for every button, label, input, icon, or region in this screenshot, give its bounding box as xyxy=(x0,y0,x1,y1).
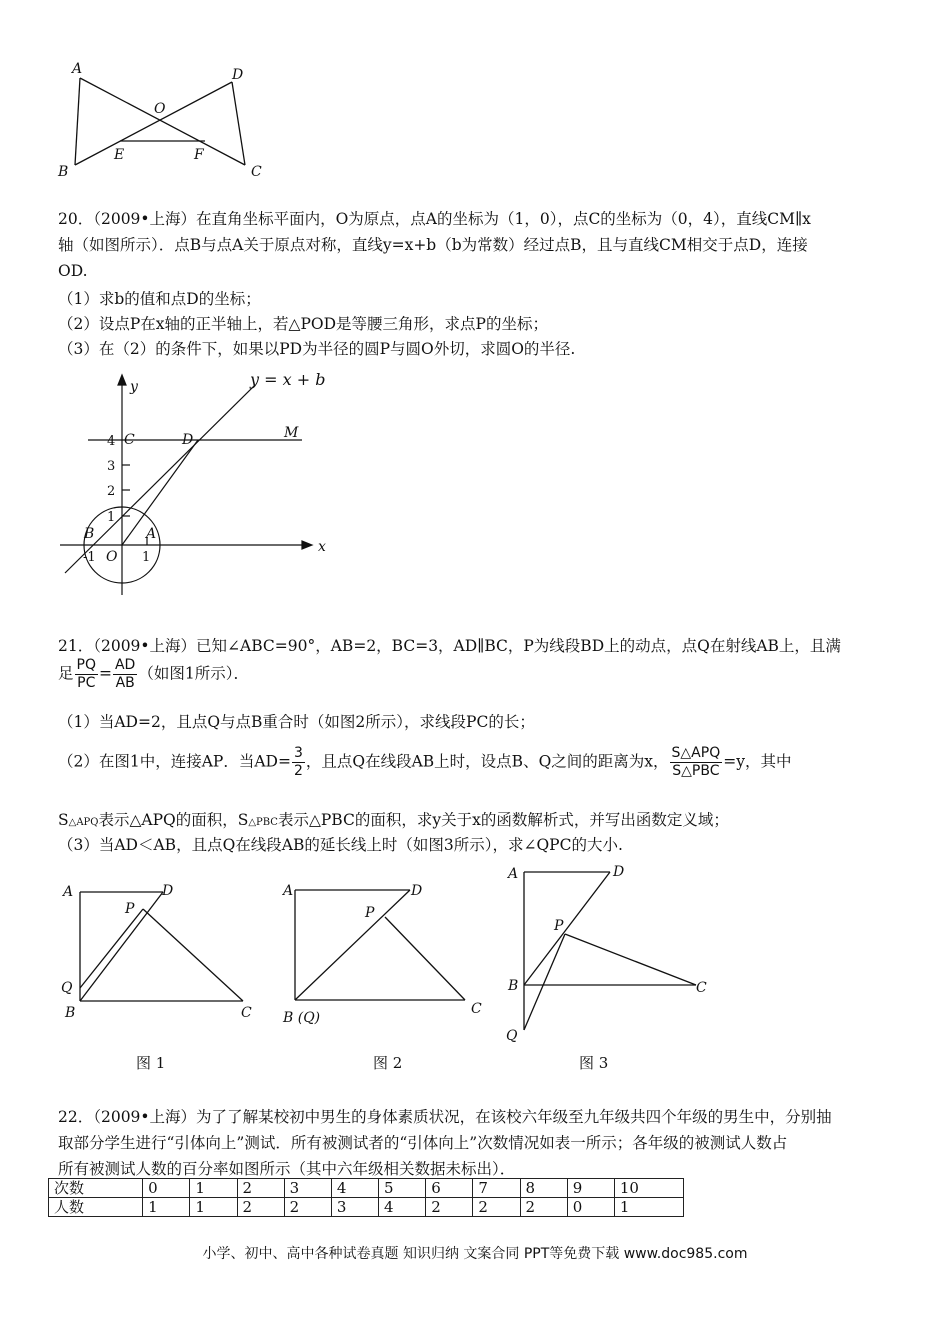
table-cell: 0 xyxy=(143,1179,190,1198)
pullup-table xyxy=(48,1178,684,1217)
caption-figure-1: 图 1 xyxy=(136,1054,166,1072)
q21-sub2-b: ，且点Q在线段AB上时，设点B、Q之间的距离为x， xyxy=(305,752,669,771)
label-Q: Q xyxy=(506,1028,518,1044)
figure-bowtie xyxy=(50,55,280,185)
label-A: A xyxy=(508,866,519,882)
table-cell: 1 xyxy=(190,1198,237,1217)
tick-y-4: 4 xyxy=(107,434,116,449)
q21-sub2-a: （2）在图1中，连接AP．当AD= xyxy=(58,752,291,771)
label-O: O xyxy=(106,549,118,565)
x-axis-label: x xyxy=(318,539,326,555)
frac3-den: 2 xyxy=(293,763,303,779)
table-cell: 1 xyxy=(143,1198,190,1217)
label-A: A xyxy=(72,61,83,77)
equation-label: y = x + b xyxy=(250,370,326,389)
fraction-ad-ab xyxy=(113,657,137,692)
fraction-area-ratio xyxy=(670,745,723,780)
q21-line1: 21．（2009•上海）已知∠ABC=90°，AB=2，BC=3，AD∥BC，P为线段BD上的动点，点Q在射线AB上，且满 xyxy=(58,637,841,655)
caption-figure-2: 图 2 xyxy=(373,1054,403,1072)
label-D: D xyxy=(182,432,194,448)
table-cell: 3 xyxy=(331,1198,378,1217)
table-cell: 2 xyxy=(284,1198,331,1217)
frac2-den: AB xyxy=(115,675,135,691)
tick-x-neg1: -1 xyxy=(83,550,96,565)
tick-x-1: 1 xyxy=(142,550,151,565)
question-22 xyxy=(58,1104,894,1182)
table-row xyxy=(49,1179,684,1198)
label-A: A xyxy=(63,884,74,900)
q20-line1: 20．（2009•上海）在直角坐标平面内，O为原点，点A的坐标为（1，0），点C的坐标为（0，4），直线CM∥x xyxy=(58,210,811,228)
figure-21-1 xyxy=(55,875,265,1025)
table-cell: 5 xyxy=(379,1179,426,1198)
table-cell: 3 xyxy=(284,1179,331,1198)
table-cell: 7 xyxy=(473,1179,520,1198)
frac1-num: PQ xyxy=(76,657,96,673)
label-B: B xyxy=(508,978,519,994)
q21-line2 xyxy=(58,657,249,692)
table-cell: 6 xyxy=(426,1179,473,1198)
table-cell: 10 xyxy=(614,1179,683,1198)
table-cell: 4 xyxy=(331,1179,378,1198)
caption-figure-3: 图 3 xyxy=(579,1054,609,1072)
table-cell: 1 xyxy=(614,1198,683,1217)
frac2-num: AD xyxy=(114,657,136,673)
label-D: D xyxy=(411,883,423,899)
q20-sub3: （3）在（2）的条件下，如果以PD为半径的圆P与圆O外切，求圆O的半径. xyxy=(58,340,576,358)
table-cell: 8 xyxy=(520,1179,567,1198)
q21-line2-post: （如图1所示）． xyxy=(138,664,249,683)
label-D: D xyxy=(162,883,174,899)
s-subscript-apq: △APQ xyxy=(68,817,99,828)
frac4-den: S△PBC xyxy=(672,763,720,779)
frac4-num: S△APQ xyxy=(671,745,721,761)
s-subscript-pbc: △PBC xyxy=(248,817,278,828)
table-cell: 2 xyxy=(520,1198,567,1217)
label-C: C xyxy=(696,980,707,996)
label-P: P xyxy=(125,901,135,917)
q20-sub2: （2）设点P在x轴的正半轴上，若△POD是等腰三角形，求点P的坐标； xyxy=(58,315,548,333)
table-cell: 1 xyxy=(190,1179,237,1198)
q21-area-def xyxy=(58,808,729,830)
s-symbol-1: S xyxy=(58,811,69,829)
q22-line1: 22．（2009•上海）为了了解某校初中男生的身体素质状况，在该校六年级至九年级共四个年级的男生中，分别抽 xyxy=(58,1108,832,1126)
q21-sub2-c: =y，其中 xyxy=(723,752,792,771)
fraction-3-2 xyxy=(292,745,305,780)
label-E: E xyxy=(114,147,125,163)
label-P: P xyxy=(365,905,375,921)
table-cell: 2 xyxy=(237,1179,284,1198)
label-A: A xyxy=(283,883,294,899)
label-M: M xyxy=(284,425,299,441)
q20-line3: OD. xyxy=(58,262,88,280)
q20-line2: 轴（如图所示）．点B与点A关于原点对称，直线y=x+b（b为常数）经过点B，且与直线CM相交于点D，连接 xyxy=(58,236,808,254)
label-C: C xyxy=(251,164,262,180)
area-def-text-2: 表示△PBC的面积，求y关于x的函数解析式，并写出函数定义域； xyxy=(277,811,729,829)
tick-y-1: 1 xyxy=(107,510,116,525)
label-Q: Q xyxy=(61,980,73,996)
frac3-num: 3 xyxy=(293,745,303,761)
table-cell: 0 xyxy=(567,1198,614,1217)
question-20 xyxy=(58,206,894,284)
label-B: B xyxy=(84,526,95,542)
label-O: O xyxy=(154,101,166,117)
fraction-pq-pc xyxy=(75,657,98,692)
label-A: A xyxy=(146,526,157,542)
frac1-den: PC xyxy=(77,675,96,691)
label-C: C xyxy=(241,1005,252,1021)
label-B: B xyxy=(65,1005,76,1021)
table-cell: 2 xyxy=(237,1198,284,1217)
label-P: P xyxy=(554,918,564,934)
q21-sub2 xyxy=(58,745,791,780)
q21-sub1: （1）当AD=2，且点Q与点B重合时（如图2所示），求线段PC的长； xyxy=(58,713,535,731)
table-cell: 2 xyxy=(426,1198,473,1217)
figure-21-3 xyxy=(500,860,720,1045)
table-cell: 4 xyxy=(379,1198,426,1217)
equals-sign: = xyxy=(98,664,112,683)
label-C: C xyxy=(124,432,135,448)
tick-y-2: 2 xyxy=(107,484,116,499)
figure-21-2 xyxy=(275,875,495,1035)
label-B: B xyxy=(58,164,69,180)
figure-coordinate-plane xyxy=(50,365,350,600)
table-header-people: 人数 xyxy=(49,1198,143,1217)
q22-line2: 取部分学生进行“引体向上”测试．所有被测试者的“引体向上”次数情况如表一所示；各年级的被测试人数占 xyxy=(58,1134,788,1152)
label-C: C xyxy=(471,1001,482,1017)
q20-sub1: （1）求b的值和点D的坐标； xyxy=(58,290,261,308)
q22-line3: 所有被测试人数的百分率如图所示（其中六年级相关数据未标出）． xyxy=(58,1160,516,1178)
table-cell: 9 xyxy=(567,1179,614,1198)
area-def-text-1: 表示△APQ的面积，S xyxy=(98,811,249,829)
label-B-Q: B (Q) xyxy=(283,1010,321,1026)
table-cell: 2 xyxy=(473,1198,520,1217)
page-footer: 小学、初中、高中各种试卷真题 知识归纳 文案合同 PPT等免费下载 www.doc985.com xyxy=(202,1246,748,1262)
q21-line2-pre: 足 xyxy=(58,664,74,683)
label-D: D xyxy=(613,864,625,880)
table-header-count: 次数 xyxy=(49,1179,143,1198)
label-F: F xyxy=(194,147,204,163)
y-axis-label: y xyxy=(130,379,138,395)
label-D: D xyxy=(232,67,244,83)
tick-y-3: 3 xyxy=(107,459,116,474)
q21-sub3: （3）当AD＜AB，且点Q在线段AB的延长线上时（如图3所示），求∠QPC的大小. xyxy=(58,836,623,854)
table-row xyxy=(49,1198,684,1217)
